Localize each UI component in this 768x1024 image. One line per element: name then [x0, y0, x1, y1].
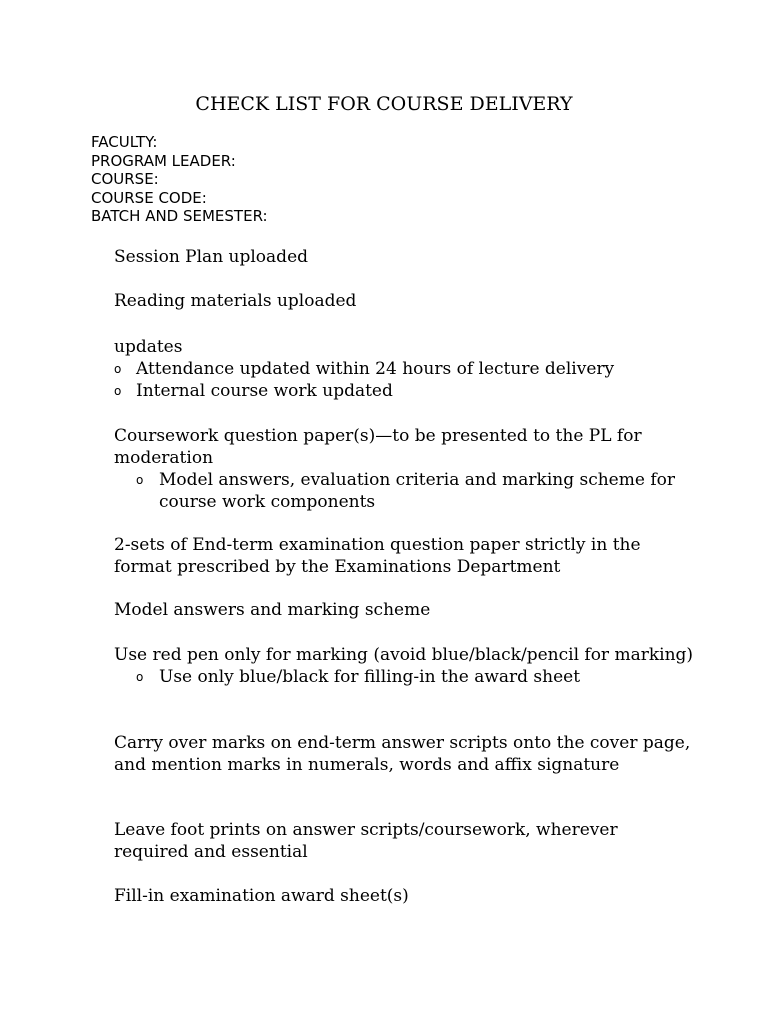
item-coursework	[114, 425, 694, 513]
header-fields	[91, 133, 268, 226]
bullet-marker: o	[114, 362, 122, 376]
item-updates	[114, 336, 694, 402]
item-reading-materials	[114, 290, 694, 312]
item-text: Model answers and marking scheme	[114, 600, 431, 620]
item-heading: Coursework question paper(s)—to be presented to the PL for moderation	[114, 426, 642, 468]
item-heading: Use red pen only for marking (avoid blue/black/pencil for marking)	[114, 645, 694, 665]
item-text: Reading materials uploaded	[114, 291, 357, 311]
item-heading: updates	[114, 337, 183, 357]
item-carry-over	[114, 732, 694, 776]
sub-item-text: Model answers, evaluation criteria and marking scheme for course work components	[159, 470, 675, 512]
field-batch-semester: BATCH AND SEMESTER:	[91, 207, 268, 225]
bullet-marker: o	[136, 670, 144, 684]
item-award-sheet	[114, 885, 694, 907]
item-foot-prints	[114, 819, 694, 863]
bullet-marker: o	[114, 384, 122, 398]
item-text: Carry over marks on end-term answer scripts onto the cover page, and mention marks in numerals, words and affix signature	[114, 733, 691, 775]
item-end-term	[114, 534, 694, 578]
sub-item	[114, 358, 694, 380]
field-program-leader: PROGRAM LEADER:	[91, 151, 236, 170]
item-text: Session Plan uploaded	[114, 247, 309, 267]
item-session-plan	[114, 246, 694, 268]
sub-item	[114, 666, 694, 688]
sub-item-text: Use only blue/black for filling-in the award sheet	[159, 667, 581, 687]
item-text: Leave foot prints on answer scripts/coursework, wherever required and essential	[114, 820, 618, 862]
sub-item-text: Attendance updated within 24 hours of lecture delivery	[136, 359, 615, 379]
sub-item-text: Internal course work updated	[136, 381, 393, 401]
item-model-answers	[114, 599, 694, 621]
item-text: Fill-in examination award sheet(s)	[114, 886, 409, 906]
bullet-marker: o	[136, 473, 144, 487]
item-text: 2-sets of End-term examination question paper strictly in the format prescribed by the Examinations Department	[114, 535, 641, 577]
field-course-code: COURSE CODE:	[91, 188, 207, 207]
field-faculty: FACULTY:	[91, 133, 158, 151]
sub-item	[114, 380, 694, 402]
item-red-pen	[114, 644, 694, 688]
field-course: COURSE:	[91, 170, 159, 188]
document-title: CHECK LIST FOR COURSE DELIVERY	[195, 93, 573, 115]
sub-item	[114, 469, 694, 513]
